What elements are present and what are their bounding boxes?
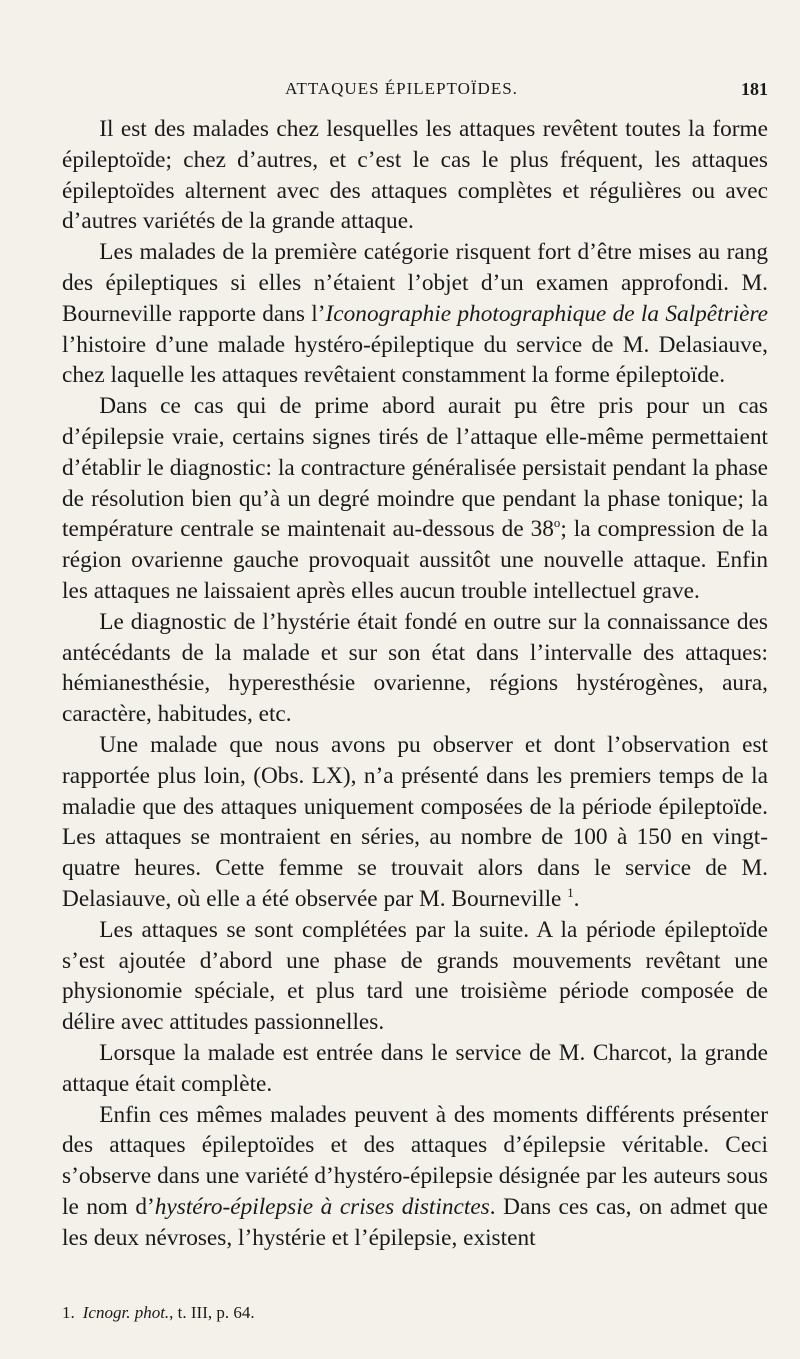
paragraph-6: Les attaques se sont complétées par la suite. A la période épileptoïde s’est ajoutée d’abord une phase de grands mouvements revêtant une physionomie spéciale, et plus tard une troisième période composée de délire avec attitudes passionnelles. [62,916,768,1036]
italic-term: hystéro-épilepsie à crises distinctes [154,1193,490,1220]
footnote-text: , t. III, p. 64. [169,1303,255,1322]
paragraph-1: Il est des malades chez lesquelles les attaques revêtent toutes la forme épileptoïde; chez d’autres, et c’est le cas le plus fréquent, les attaques épileptoïdes alternent avec des attaques complètes et régulières ou avec d’autres variétés de la grande attaque. [62,116,768,235]
footnote-source: Icnogr. phot. [82,1303,170,1322]
footnote-number: 1. [62,1303,75,1322]
footnote [62,1302,768,1324]
italic-title: Iconographie photographique de la Salpêtrière [325,300,768,327]
paragraph-5: Une malade que nous avons pu observer et dont l’observation est rapportée plus loin, (Obs. LX), n’a présenté dans les premiers temps de la maladie que des attaques uniquement composées de la période épileptoïde. Les attaques se montraient en séries, au nombre de 100 à 150 en vingt-quatre heures. Cette femme se trouvait alors dans le service de M. Delasiauve, où elle a été observée par M. Bourneville $^1$. [62,731,768,912]
paragraph-4: Le diagnostic de l’hystérie était fondé en outre sur la connaissance des antécédants de la malade et sur son état dans l’intervalle des attaques: hémianesthésie, hyperesthésie ovarienne, régions hystérogènes, aura, caractère, habitudes, etc. [62,608,768,728]
paragraph-3: Dans ce cas qui de prime abord aurait pu être pris pour un cas d’épilepsie vraie, certains signes tirés de l’attaque elle-même permettaient d’établir le diagnostic: la contracture généralisée persistait pendant la phase de résolution bien qu’à un degré moindre que pendant la phase tonique; la température centrale se maintenait au-dessous de 38$^o$; la compression de la région ovarienne gauche provoquait aussitôt une nouvelle attaque. Enfin les attaques ne laissaient après elles aucun trouble intellectuel grave. [62,393,768,604]
paragraph-7: Lorsque la malade est entrée dans le service de M. Charcot, la grande attaque était complète. [62,1039,768,1097]
page-number: 181 [741,78,768,99]
footnote-ref: 1 [567,886,574,901]
degree-sign: o [553,516,561,531]
page-header [62,74,768,104]
paragraph-2: Les malades de la première catégorie risquent fort d’être mises au rang des épileptiques si elles n’étaient l’objet d’un examen approfondi. M. Bourneville rapporte dans l’Iconographie photographique de la Salpêtrière l’histoire d’une malade hystéro-épileptique du service de M. Delasiauve, chez laquelle les attaques revêtaient constamment la forme épileptoïde. [62,239,768,389]
running-title: ATTAQUES ÉPILEPTOÏDES. [285,79,518,98]
paragraph-8: Enfin ces mêmes malades peuvent à des moments différents présenter des attaques épileptoïdes et des attaques d’épilepsie véritable. Ceci s’observe dans une variété d’hystéro-épilepsie désignée par les auteurs sous le nom d’hystéro-épilepsie à crises distinctes. Dans ces cas, on admet que les deux névroses, l’hystérie et l’épilepsie, existent [62,1101,768,1251]
body-text [62,114,768,1253]
